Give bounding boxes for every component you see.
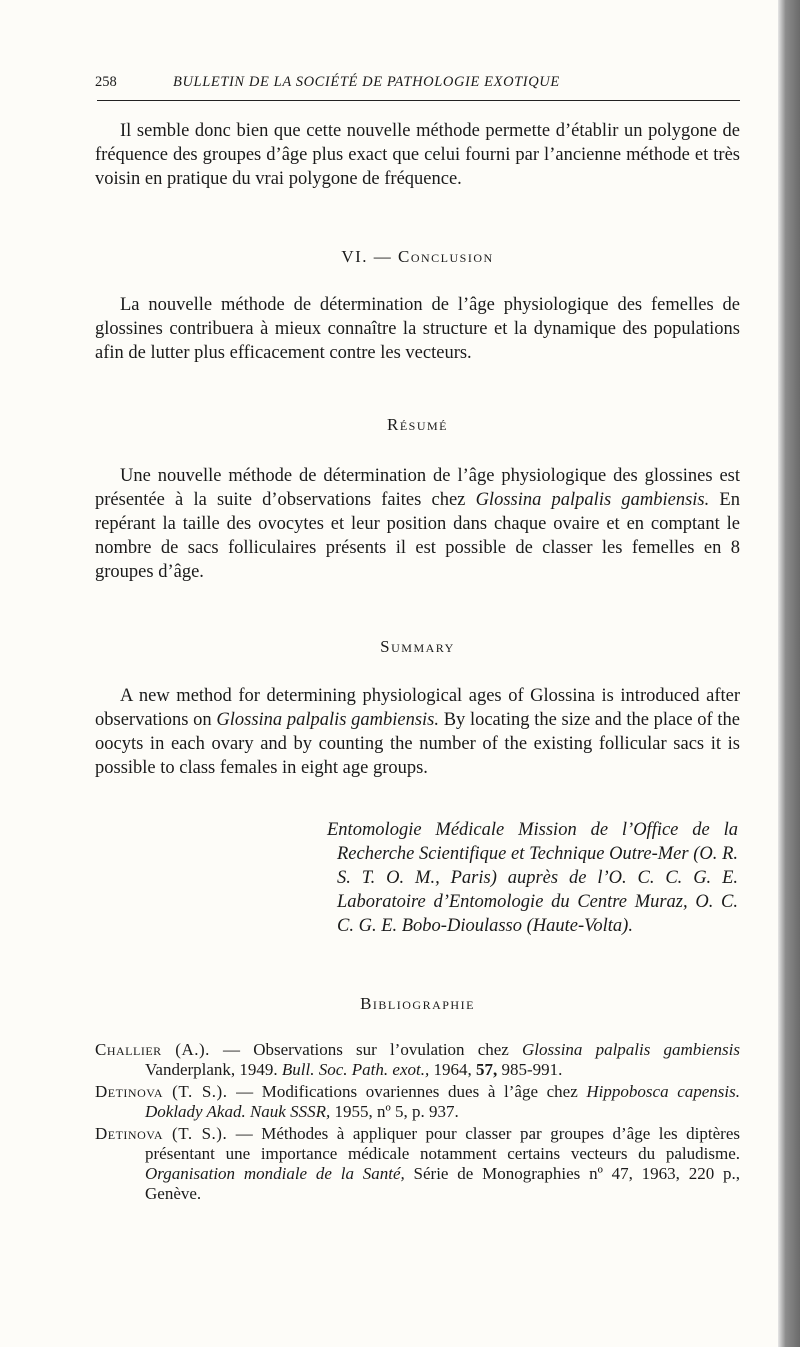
bib-title: Hippobosca capensis. Doklady Akad. Nauk SSSR, bbox=[145, 1082, 740, 1121]
bib-rest: 1955, nº 5, p. 937. bbox=[330, 1102, 459, 1121]
bib-title: Glossina palpalis gambiensis bbox=[521, 1040, 740, 1059]
resume-paragraph bbox=[95, 464, 740, 584]
bib-volume: 57, bbox=[475, 1060, 498, 1079]
summary-species: Glossina palpalis gambiensis. bbox=[216, 710, 440, 730]
page-edge-shadow bbox=[778, 0, 800, 1347]
summary-paragraph bbox=[95, 684, 740, 780]
conclusion-heading: VI. — Conclusion bbox=[341, 247, 494, 266]
resume-text-2: En repérant la taille des ovocytes et leur position dans chaque ovaire et en comptant le nombre de sacs folliculaires présents il est possible de classer les femelles en 8 groupes d’âge. bbox=[95, 490, 740, 582]
bib-year: 1964, bbox=[429, 1060, 476, 1079]
bib-author: Challier (A.). bbox=[95, 1040, 210, 1059]
bib-ref bbox=[95, 1040, 740, 1080]
bib-author: Detinova (T. S.). bbox=[95, 1082, 228, 1101]
journal-title: BULLETIN DE LA SOCIÉTÉ DE PATHOLOGIE EXOTIQUE bbox=[173, 74, 560, 90]
bibliography-heading: Bibliographie bbox=[360, 994, 475, 1013]
bib-author: Detinova (T. S.). bbox=[95, 1124, 228, 1143]
header-rule bbox=[97, 100, 740, 101]
bibliography-list bbox=[95, 1040, 740, 1206]
intro-paragraph bbox=[95, 119, 740, 191]
summary-text-2: By locating the size and the place of the oocyts in each ovary and by counting the number of the existing follicular sacs it is possible to class females in eight age groups. bbox=[95, 710, 740, 778]
bib-journal: Bull. Soc. Path. exot., bbox=[281, 1060, 430, 1079]
bib-text: — Méthodes à appliquer pour classer par groupes d’âge les diptères présentant une importance médicale notamment certains vecteurs du paludisme. bbox=[145, 1124, 740, 1163]
bib-ref bbox=[95, 1124, 740, 1204]
resume-species: Glossina palpalis gambiensis. bbox=[475, 490, 710, 510]
summary-text-1: A new method for determining physiological ages of Glossina is introduced after observations on bbox=[95, 686, 740, 730]
bib-rest: Vanderplank, 1949. bbox=[145, 1060, 282, 1079]
bib-text: — Modifications ovariennes dues à l’âge chez bbox=[227, 1082, 587, 1101]
conclusion-paragraph bbox=[95, 293, 740, 365]
summary-heading: Summary bbox=[380, 637, 455, 656]
conclusion-text: La nouvelle méthode de détermination de l’âge physiologique des femelles de glossines contribuera à mieux connaître la structure et la dynamique des populations afin de lutter plus efficacement contre les vecteurs. bbox=[95, 295, 740, 363]
bib-pages: 985-991. bbox=[497, 1060, 563, 1079]
page-number: 258 bbox=[95, 74, 117, 90]
resume-heading: Résumé bbox=[386, 415, 448, 434]
bib-title: Organisation mondiale de la Santé, bbox=[145, 1164, 405, 1183]
intro-text: Il semble donc bien que cette nouvelle méthode permette d’établir un polygone de fréquence des groupes d’âge plus exact que celui fourni par l’ancienne méthode et très voisin en pratique du vrai polygone de fréquence. bbox=[95, 121, 740, 189]
affiliation-text: Entomologie Médicale Mission de l’Office de la Recherche Scientifique et Technique Outre-Mer (O. R. S. T. O. M., Paris) auprès de l’O. C. C. G. E. Laboratoire d’Entomologie du Centre Muraz, O. C. C. G. E. Bobo-Dioulasso (Haute-Volta). bbox=[327, 820, 738, 936]
running-header bbox=[95, 74, 740, 91]
bib-rest: Série de Monographies nº 47, 1963, 220 p., Genève. bbox=[145, 1164, 740, 1203]
bib-ref bbox=[95, 1082, 740, 1122]
resume-text-1: Une nouvelle méthode de détermination de l’âge physiologique des glossines est présentée à la suite d’observations faites chez bbox=[95, 466, 740, 510]
affiliation-block bbox=[327, 818, 738, 938]
bib-text: — Observations sur l’ovulation chez bbox=[209, 1040, 522, 1059]
